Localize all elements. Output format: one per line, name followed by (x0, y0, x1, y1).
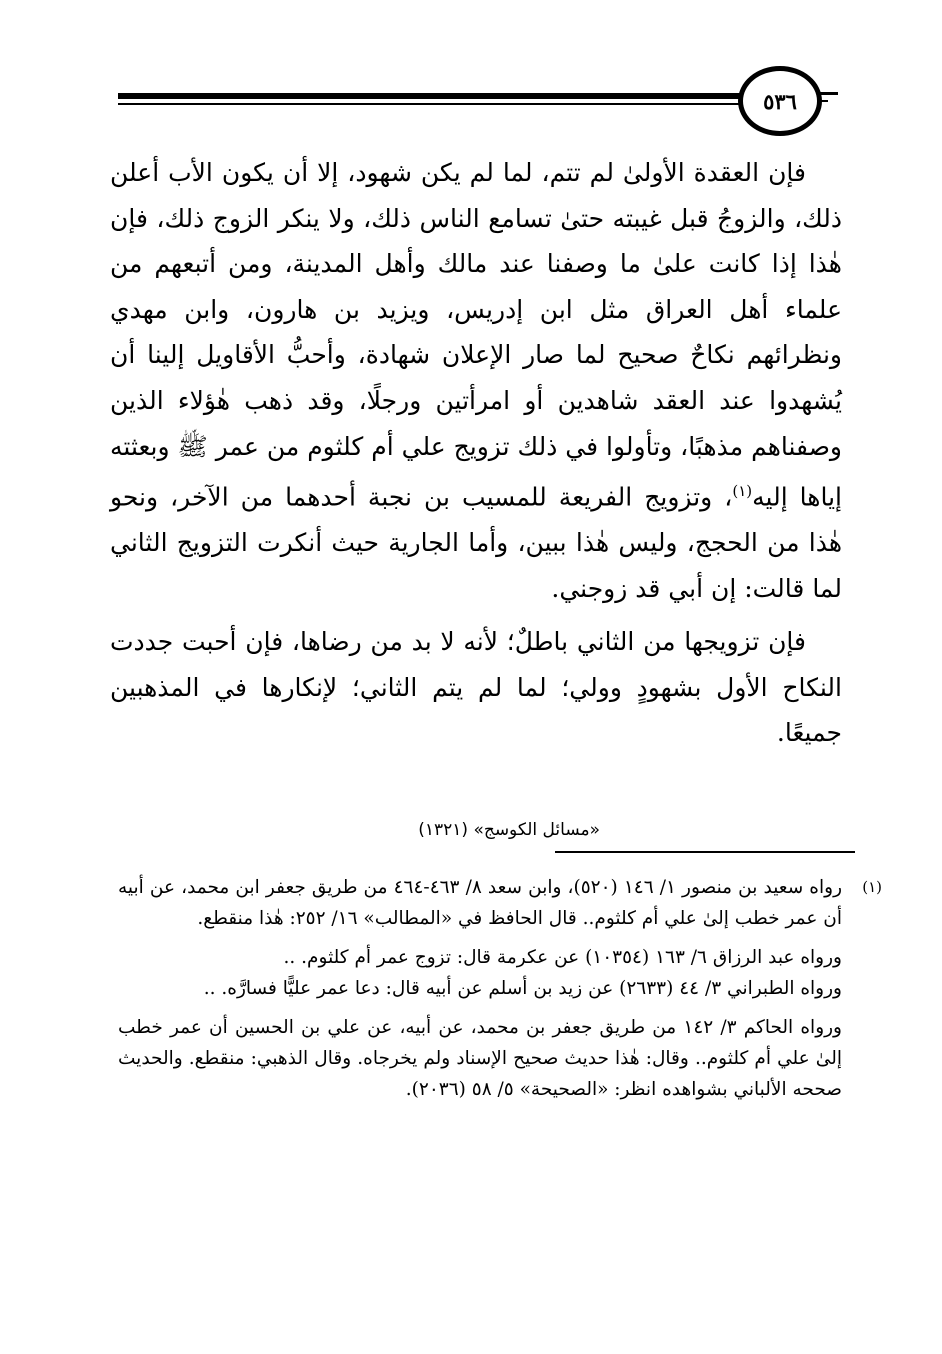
paragraph (110, 150, 842, 611)
footnote-line: ورواه الحاكم ٣/ ١٤٢ من طريق جعفر بن محمد، عن أبيه، عن علي بن الحسين أن عمر خطب إلىٰ علي أم كلثوم.. وقال: هٰذا حديث صحيح الإسناد ولم يخرجاه. وقال الذهبي: منقطع. والحديث صححه الألباني بشواهده انظر: «الصحيحة» ٥/ ٥٨ (٢٠٣٦). (118, 1017, 842, 1100)
paragraph: فإن تزويجها من الثاني باطلٌ؛ لأنه لا بد من رضاها، فإن أحبت جددت النكاح الأول بشهودٍ وولي؛ لما لم يتم الثاني؛ لإنكارها في المذهبين جميعًا. (110, 627, 842, 748)
footnote-divider (555, 851, 855, 853)
source-citation: «مسائل الكوسج» (١٣٢١) (418, 820, 600, 840)
footnote-line: ورواه عبد الرزاق ٦/ ١٦٣ (١٠٣٥٤) عن عكرمة قال: تزوج عمر أم كلثوم. .. (283, 947, 842, 968)
footnote-marker: (١) (862, 878, 882, 896)
main-text (110, 150, 842, 756)
footnotes (118, 872, 882, 1105)
page-number: ٥٣٦ (738, 66, 822, 136)
footnote-line: ورواه الطبراني ٣/ ٤٤ (٢٦٣٣) عن زيد بن أسلم عن أبيه قال: دعا عمر عليًّا فسارَّه. .. (203, 978, 842, 999)
footnote-line: رواه سعيد بن منصور ١/ ١٤٦ (٥٢٠)، وابن سعد ٨/ ٤٦٣-٤٦٤ من طريق جعفر ابن محمد، عن أبيه أن عمر خطب إلىٰ علي أم كلثوم.. قال الحافظ في «المطالب» ١٦/ ٢٥٢: هٰذا منقطع. (118, 877, 842, 929)
header-rule-thin (118, 103, 758, 105)
footnote (118, 872, 882, 1105)
paragraph-text-continued: ، وتزويج الفريعة للمسيب بن نجبة أحدهما من الآخر، ونحو هٰذا من الحجج، وليس هٰذا ببين، وأما الجارية حيث أنكرت التزويج الثاني لما قالت: إن أبي قد زوجني. (110, 482, 842, 603)
footnote-reference[interactable]: (١) (732, 482, 753, 501)
paragraph-text: فإن العقدة الأولىٰ لم تتم، لما لم يكن شهود، إلا أن يكون الأب أعلن ذلك، والزوجُ قبل غيبته حتىٰ تسامع الناس ذلك، ولا ينكر الزوج ذلك، فإن هٰذا إذا كانت علىٰ ما وصفنا عند مالك وأهل المدينة، ومن أتبعهم من علماء أهل العراق مثل ابن إدريس، ويزيد بن هارون، وابن مهدي ونظرائهم نكاحٌ صحيح لما صار الإعلان شهادة، وأحبُّ الأقاويل إلينا أن يُشهدوا عند العقد شاهدين أو امرأتين ورجلًا، وقد ذهب هٰؤلاء الذين وصفناهم مذهبًا، وتأولوا في ذلك تزويج علي أم كلثوم من عمر ﷺ وبعثته إياها إليه (110, 158, 842, 512)
header-rule (118, 93, 758, 99)
